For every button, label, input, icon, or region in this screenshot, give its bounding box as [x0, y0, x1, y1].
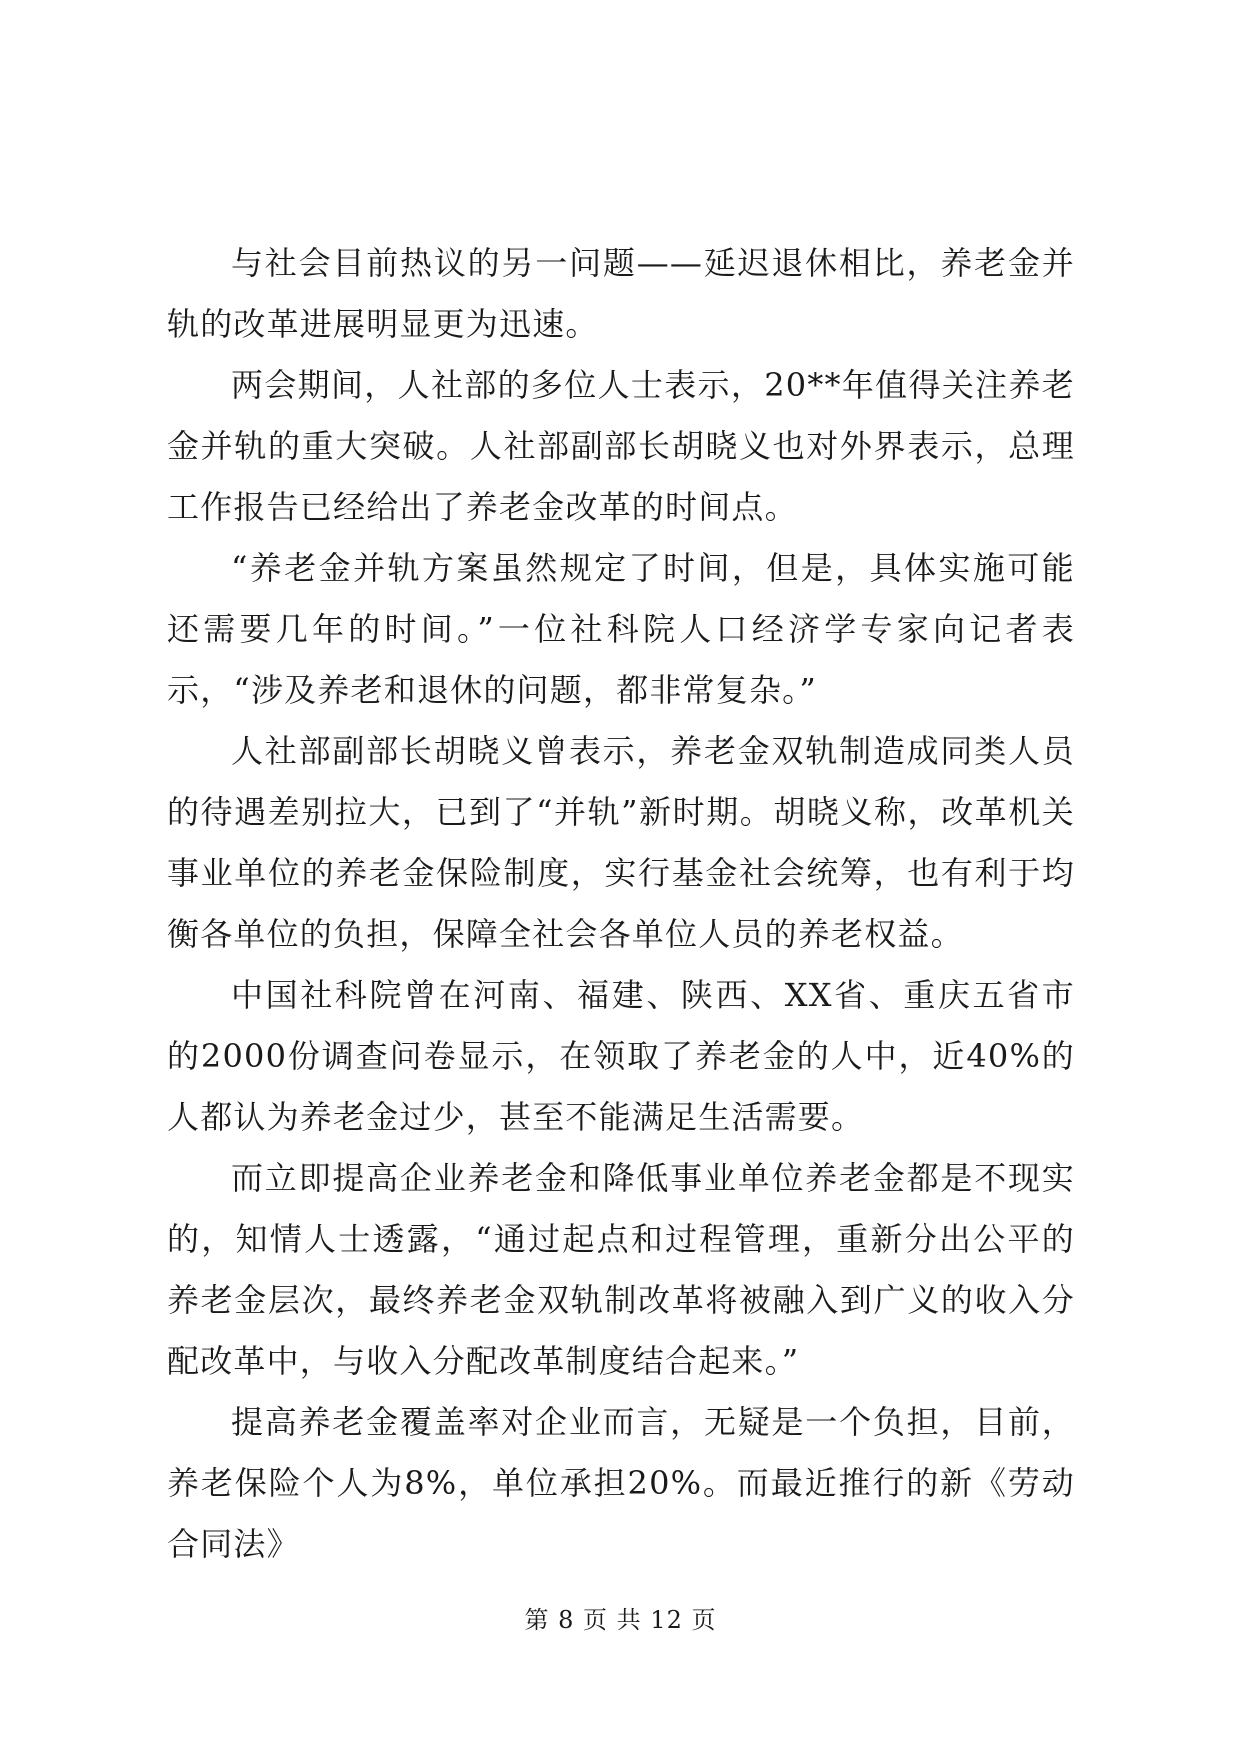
paragraph-7: 提高养老金覆盖率对企业而言，无疑是一个负担，目前，养老保险个人为8%，单位承担20%。而最近推行的新《劳动合同法》 [167, 1403, 1075, 1563]
paragraph-4: 人社部副部长胡晓义曾表示，养老金双轨制造成同类人员的待遇差别拉大，已到了“并轨”新时期。胡晓义称，改革机关事业单位的养老金保险制度，实行基金社会统筹，也有利于均衡各单位的负担，保障全社会各单位人员的养老权益。 [167, 732, 1075, 953]
paragraph-5: 中国社科院曾在河南、福建、陕西、XX省、重庆五省市的2000份调查问卷显示，在领取了养老金的人中，近40%的人都认为养老金过少，甚至不能满足生活需要。 [167, 976, 1075, 1136]
paragraph-2: 两会期间，人社部的多位人士表示，20**年值得关注养老金并轨的重大突破。人社部副部长胡晓义也对外界表示，总理工作报告已经给出了养老金改革的时间点。 [167, 366, 1075, 526]
paragraph-3: “养老金并轨方案虽然规定了时间，但是，具体实施可能还需要几年的时间。”一位社科院人口经济学专家向记者表示，“涉及养老和退休的问题，都非常复杂。” [167, 549, 1075, 709]
document-body [167, 233, 1075, 1575]
paragraph-1: 与社会目前热议的另一问题——延迟退休相比，养老金并轨的改革进展明显更为迅速。 [167, 244, 1075, 343]
paragraph-6: 而立即提高企业养老金和降低事业单位养老金都是不现实的，知情人士透露，“通过起点和过程管理，重新分出公平的养老金层次，最终养老金双轨制改革将被融入到广义的收入分配改革中，与收入分配改革制度结合起来。” [167, 1159, 1075, 1380]
page-footer: 第 8 页 共 12 页 [524, 1606, 717, 1634]
